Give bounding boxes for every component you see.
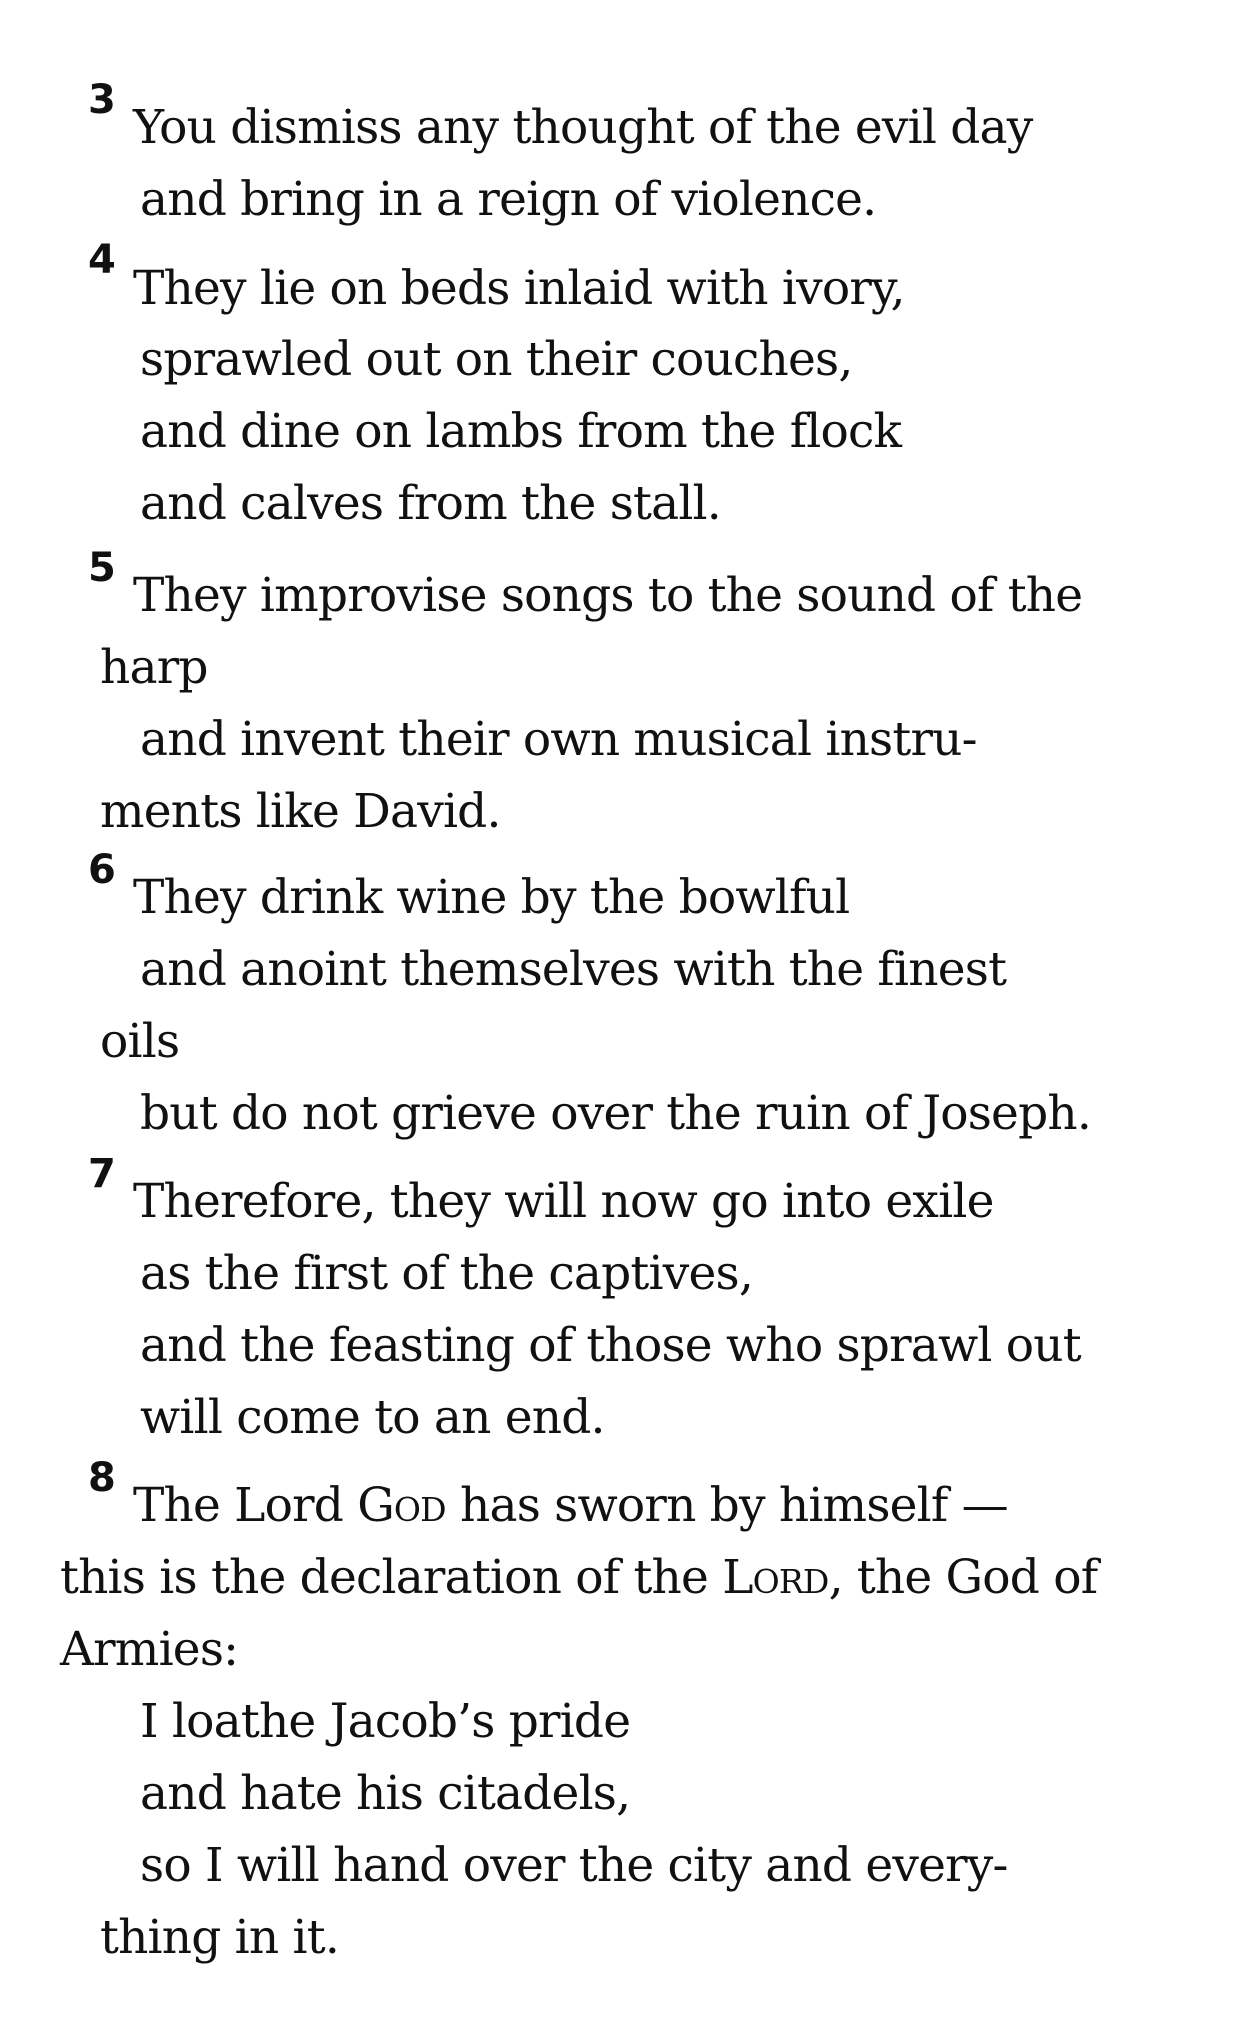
verse-line [60, 1542, 1097, 1614]
verse-line [133, 1470, 1008, 1542]
verse-line: and the feasting of those who sprawl out [140, 1318, 1081, 1373]
verse-number: 3 [88, 77, 116, 123]
verse-number: 6 [88, 847, 116, 893]
verse-line: thing in it. [100, 1910, 339, 1965]
verse-line: so I will hand over the city and every- [140, 1838, 1008, 1893]
divine-name: God [357, 1478, 446, 1533]
verse-number: 5 [88, 545, 116, 591]
verse-line: and invent their own musical instru- [140, 712, 977, 767]
verse-line: and dine on lambs from the flock [140, 404, 902, 459]
verse-line: as the first of the captives, [140, 1246, 753, 1301]
verse-line: and bring in a reign of violence. [140, 172, 877, 227]
verse-line: I loathe Jacob’s pride [140, 1694, 631, 1749]
verse-line: Therefore, they will now go into exile [133, 1174, 994, 1229]
verse-line: and anoint themselves with the finest [140, 942, 1007, 997]
verse-line: They lie on beds inlaid with ivory, [133, 261, 905, 316]
verse-line: They improvise songs to the sound of the [133, 568, 1083, 623]
verse-line: ments like David. [100, 784, 501, 839]
verse-line: and calves from the stall. [140, 476, 721, 531]
verse-number: 4 [88, 237, 116, 283]
verse-text: The Lord [133, 1478, 358, 1533]
verse-line: Armies: [60, 1622, 239, 1677]
verse-number: 7 [88, 1151, 116, 1197]
verse-line: will come to an end. [140, 1390, 605, 1445]
divine-name: Lord [722, 1550, 829, 1605]
verse-line: and hate his citadels, [140, 1766, 631, 1821]
verse-text: has sworn by himself — [445, 1478, 1008, 1533]
verse-line: sprawled out on their couches, [140, 332, 853, 387]
verse-text: this is the declaration of the [60, 1550, 723, 1605]
verse-line: harp [100, 640, 208, 695]
verse-line: but do not grieve over the ruin of Joseph. [140, 1086, 1091, 1141]
verse-text: , the God of [828, 1550, 1098, 1605]
verse-line: They drink wine by the bowlful [133, 870, 850, 925]
verse-line: You dismiss any thought of the evil day [133, 100, 1033, 155]
verse-number: 8 [88, 1455, 116, 1501]
verse-line: oils [100, 1014, 180, 1069]
